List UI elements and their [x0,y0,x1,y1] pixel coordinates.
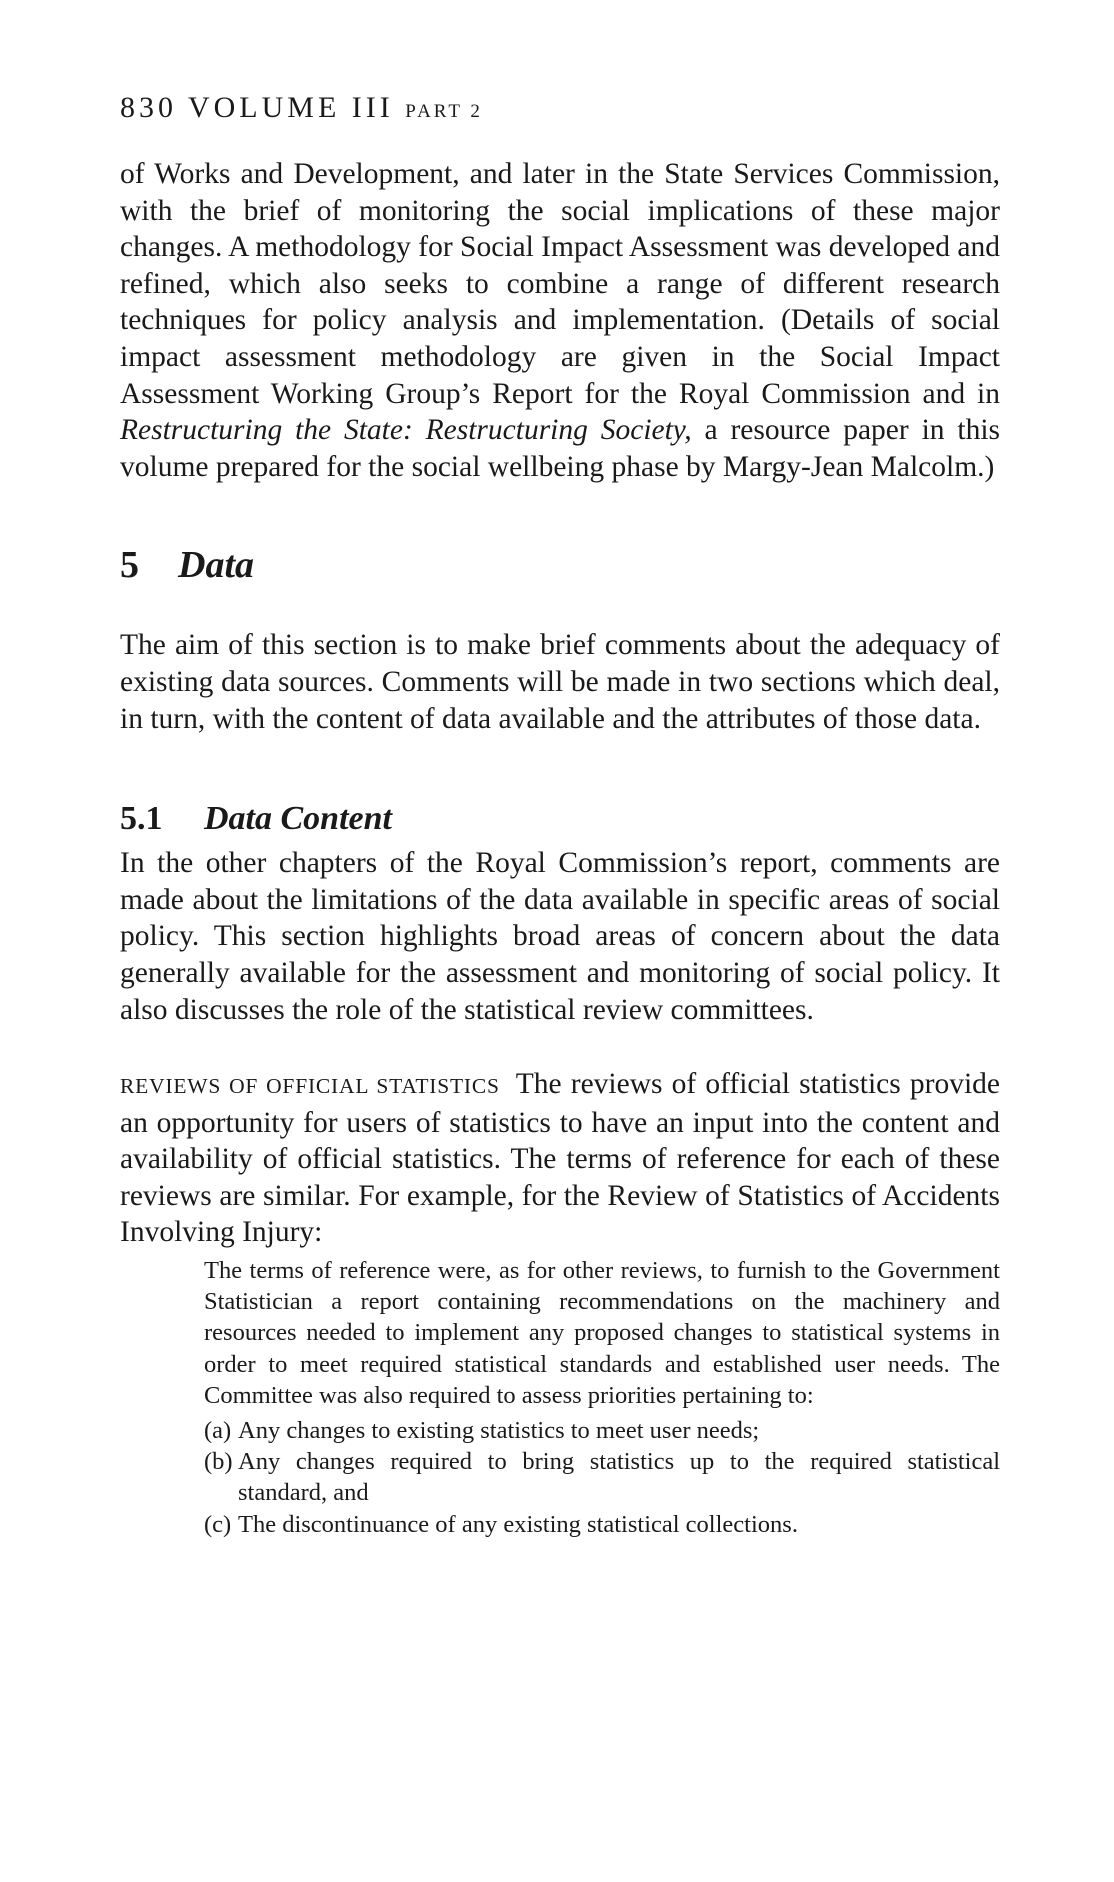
running-head [120,88,1000,132]
list-item [204,1415,1000,1446]
intro-paragraph [120,156,1000,485]
list-item-label: (c) [204,1510,232,1538]
intro-title-italic: Restructuring the State: Restructuring Society, [120,414,692,447]
list-item-label: (b) [204,1448,233,1476]
list-item-text: Any changes required to bring statistics up to the required statistical standard, and [238,1448,1000,1507]
list-item-text: The discontinuance of any existing statistical collections. [238,1510,798,1538]
section-paragraph: The aim of this section is to make brief comments about the adequacy of existing data sources. Comments will be made in two sections which deal, in turn, with the content of data available and the attributes of those data. [120,629,1000,735]
intro-text-2: a resource paper in this volume prepared for the social wellbeing phase by Margy-Jean Malcolm.) [120,414,1000,483]
subsection-paragraph: In the other chapters of the Royal Commission’s report, comments are made about the limitations of the data available in specific areas of social policy. This section highlights broad areas of concern about the data generally available for the assessment and monitoring of social policy. It also discusses the role of the statistical review committees. [120,847,1000,1026]
reviews-text: The reviews of official statistics provide an opportunity for users of statistics to have an input into the content and availability of official statistics. The terms of reference for each of these reviews are similar. For example, for the Review of Statistics of Accidents Involving Injury: [120,1068,1000,1249]
page-number: 830 [120,91,177,124]
part-label: PART 2 [405,101,483,122]
reviews-paragraph [120,1066,1000,1251]
quote-list [204,1415,1000,1540]
section-number: 5 [120,544,139,587]
block-quote [204,1255,1000,1540]
quote-text: The terms of reference were, as for other reviews, to furnish to the Government Statistician a report containing recommendations on the machinery and resources needed to implement any proposed changes to statistical systems in order to meet required statistical standards and established user needs. The Committee was also required to assess priorities pertaining to: [204,1257,1000,1409]
subsection-heading [120,797,1000,841]
volume-label: VOLUME III [187,91,394,124]
list-item-text: Any changes to existing statistics to meet user needs; [238,1417,760,1445]
subsection-number: 5.1 [120,800,163,838]
subsection-title: Data Content [204,800,392,838]
intro-text-1: of Works and Development, and later in the State Services Commission, with the brief of monitoring the social implications of these major changes. A methodology for Social Impact Assessment was developed and refined, which also seeks to combine a range of different research techniques for policy analysis and implementation. (Details of social impact assessment methodology are given in the Social Impact Assessment Working Group’s Report for the Royal Commission and in [120,158,1000,410]
text-column [120,88,1000,1540]
section-heading [120,541,1000,589]
list-item-label: (a) [204,1417,232,1445]
list-item [204,1446,1000,1508]
list-item [204,1509,1000,1540]
section-title: Data [178,544,254,587]
reviews-runin-heading: REVIEWS OF OFFICIAL STATISTICS [120,1074,500,1099]
